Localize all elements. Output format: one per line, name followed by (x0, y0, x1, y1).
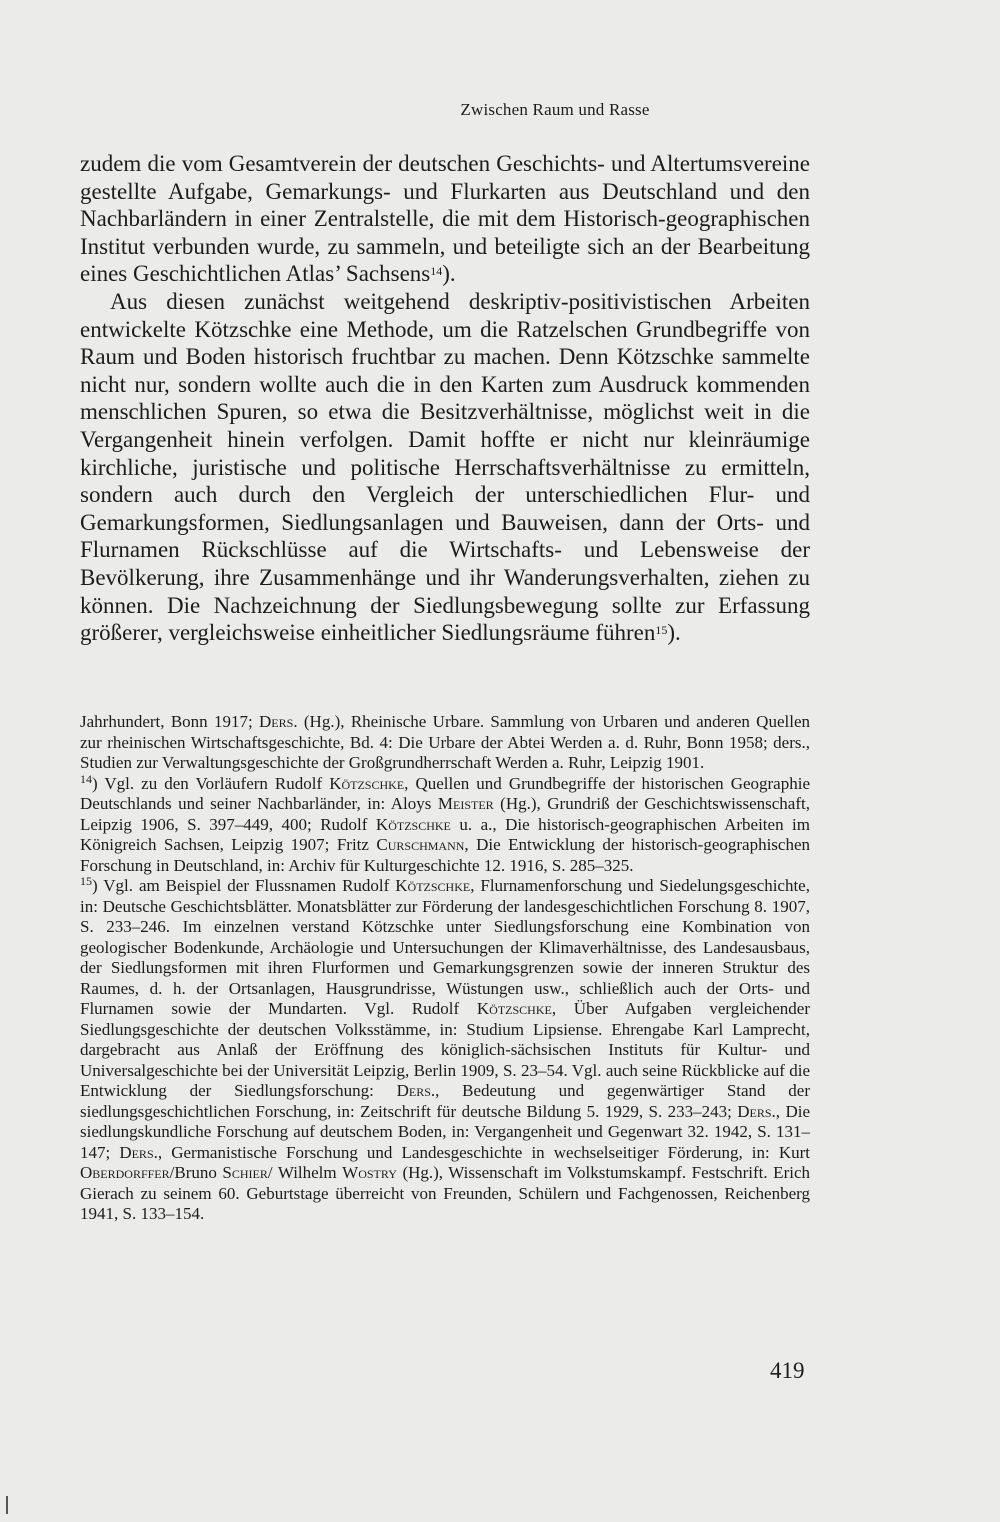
scan-edge-mark (6, 1496, 8, 1514)
footnote-continuation: Jahrhundert, Bonn 1917; Ders. (Hg.), Rheinische Urbare. Sammlung von Urbaren und anderen Quellen zur rheinischen Wirtschaftsgeschichte, Bd. 4: Die Urbare der Abtei Werden a. d. Ruhr, Bonn 1958; ders., Studien zur Verwaltungsgeschichte der Großgrundherrschaft Werden a. Ruhr, Leipzig 1901. (80, 712, 810, 772)
page-number: 419 (770, 1358, 805, 1383)
paragraph-2: Aus diesen zunächst weitgehend deskriptiv-positivistischen Arbeiten entwickelte Kötzschke eine Methode, um die Ratzelschen Grundbegriffe von Raum und Boden historisch fruchtbar zu machen. Denn Kötzschke sammelte nicht nur, sondern wollte auch die in den Karten zum Ausdruck kommenden menschlichen Spuren, so etwa die Besitzverhältnisse, möglichst weit in die Vergangenheit hinein verfolgen. Damit hoffte er nicht nur kleinräumige kirchliche, juristische und politische Herrschaftsverhältnisse zu ermitteln, sondern auch durch den Vergleich der unterschiedlichen Flur- und Gemarkungsformen, Siedlungsanlagen und Bauweisen, dann der Orts- und Flurnamen Rückschlüsse auf die Wirtschafts- und Lebensweise der Bevölkerung, ihre Zusammenhänge und ihr Wanderungsverhalten, ziehen zu können. Die Nachzeichnung der Siedlungsbewegung sollte zur Erfassung größerer, vergleichsweise einheitlicher Siedlungsräume führen$^{15}$). (80, 288, 810, 646)
paragraph-1: zudem die vom Gesamtverein der deutschen Geschichts- und Altertumsvereine gestellte Aufgabe, Gemarkungs- und Flurkarten aus Deutschland und den Nachbarländern in einer Zentralstelle, die mit dem Historisch-geographischen Institut verbunden wurde, zu sammeln, und beteiligte sich an der Bearbeitung eines Geschichtlichen Atlas’ Sachsens$^{14}$). (80, 151, 810, 287)
footnote-15: $^{15}$) Vgl. am Beispiel der Flussnamen Rudolf Kötzschke, Flurnamenforschung und Siedelungsgeschichte, in: Deutsche Geschichtsblätter. Monatsblätter zur Förderung der landesgeschichtlichen Forschung 8. 1907, S. 233–246. Im einzelnen verstand Kötzschke unter Siedlungsforschung eine Kombination von geologischer Bodenkunde, Archäologie und Untersuchungen der Klimaverhältnisse, des Landesausbaus, der Siedlungsformen mit ihren Flurformen und Gemarkungsgrenzen sowie der inneren Struktur des Raumes, d. h. der Ortsanlagen, Hausgrundrisse, Wüstungen usw., schließlich auch der Orts- und Flurnamen sowie der Mundarten. Vgl. Rudolf Kötzschke, Über Aufgaben vergleichender Siedlungsgeschichte der deutschen Volksstämme, in: Studium Lipsiense. Ehrengabe Karl Lamprecht, dargebracht aus Anlaß der Eröffnung des königlich-sächsischen Instituts für Kultur- und Universalgeschichte bei der Universität Leipzig, Berlin 1909, S. 23–54. Vgl. auch seine Rückblicke auf die Entwicklung der Siedlungsforschung: Ders., Bedeutung und gegenwärtiger Stand der siedlungsgeschichtlichen Forschung, in: Zeitschrift für deutsche Bildung 5. 1929, S. 233–243; Ders., Die siedlungskundliche Forschung auf deutschem Boden, in: Vergangenheit und Gegenwart 32. 1942, S. 131–147; Ders., Germanistische Forschung und Landesgeschichte in wechselseitiger Förderung, in: Kurt Oberdorffer/Bruno Schier/ Wilhelm Wostry (Hg.), Wissenschaft im Volkstumskampf. Festschrift. Erich Gierach zu seinem 60. Geburtstage überreicht von Freunden, Schülern und Fachgenossen, Reichenberg 1941, S. 133–154. (80, 874, 811, 1223)
footnote-number: 14 (80, 771, 92, 786)
running-head: Zwischen Raum und Rasse (460, 100, 650, 119)
main-text (80, 150, 810, 647)
footnote-ref-15[interactable]: 15 (655, 623, 668, 638)
footnote-14: $^{14}$) Vgl. zu den Vorläufern Rudolf Kötzschke, Quellen und Grundbegriffe der historischen Geographie Deutschlands und seiner Nachbarländer, in: Aloys Meister (Hg.), Grundriß der Geschichtswissenschaft, Leipzig 1906, S. 397–449, 400; Rudolf Kötzschke u. a., Die historisch-geographischen Arbeiten im Königreich Sachsen, Leipzig 1907; Fritz Curschmann, Die Entwicklung der historisch-geographischen Forschung in Deutschland, in: Archiv für Kulturgeschichte 12. 1916, S. 285–325. (80, 771, 811, 875)
footnote-ref-14[interactable]: 14 (430, 264, 443, 279)
footnote-number: 15 (80, 874, 92, 888)
footnotes (80, 712, 810, 1225)
